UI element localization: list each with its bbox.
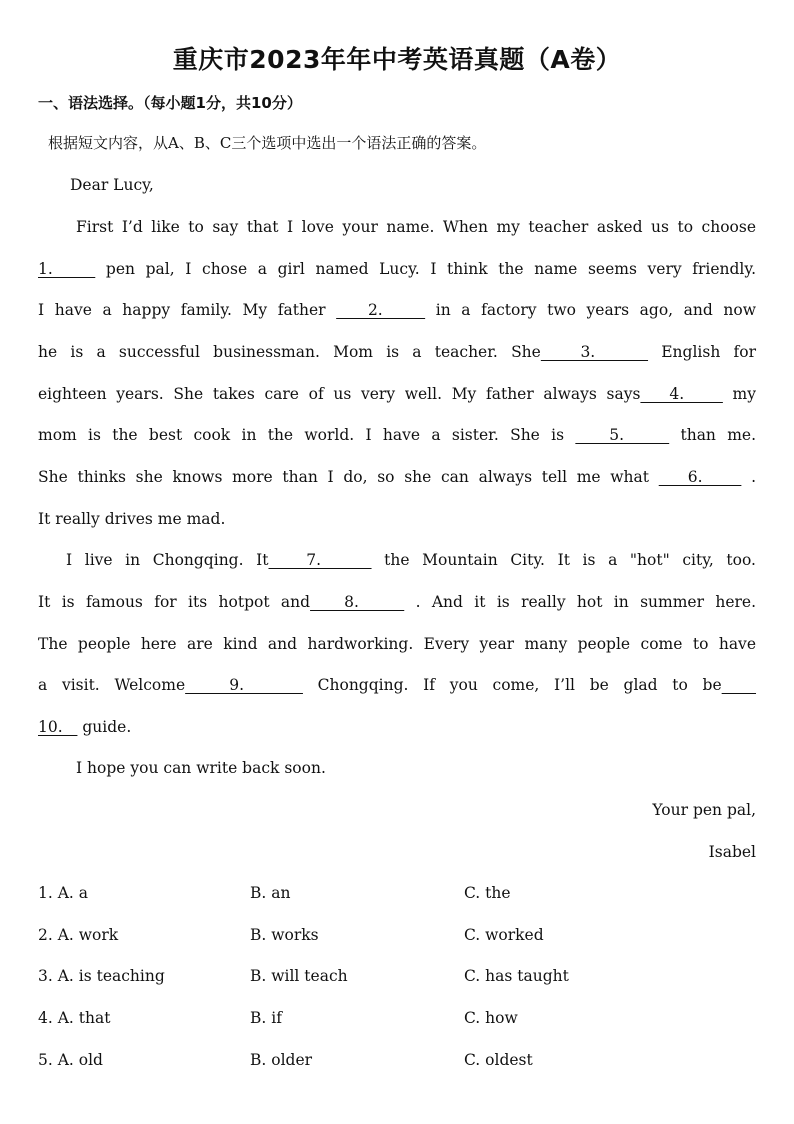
answer-blank (722, 676, 756, 694)
option-row (38, 1005, 756, 1031)
option-b: B. will teach (250, 967, 348, 985)
answer-blank: 5. (575, 426, 670, 444)
letter-line (38, 422, 756, 448)
letter-signoff: Your pen pal, (652, 801, 756, 819)
option-c: C. has taught (464, 967, 569, 985)
letter-text: eighteen years. She takes care of us very well. My father always says (38, 385, 641, 403)
option-a: 1. A. a (38, 884, 89, 902)
letter-text: than me. (669, 426, 757, 444)
option-a: 4. A. that (38, 1009, 111, 1027)
letter-line (76, 214, 756, 240)
answer-blank: 2. (336, 301, 426, 319)
letter-greeting: Dear Lucy, (70, 176, 154, 194)
letter-text: . And it is really hot in summer here. (404, 593, 757, 611)
option-a: 5. A. old (38, 1051, 103, 1069)
letter-text: he is a successful businessman. Mom is a teacher. She (38, 343, 541, 361)
letter-signature: Isabel (708, 843, 756, 861)
section-heading: 一、语法选择。（每小题1分，共10分） (38, 94, 302, 112)
letter-text: . (741, 468, 756, 486)
letter-closing: I hope you can write back soon. (76, 759, 326, 777)
option-c: C. worked (464, 926, 544, 944)
option-a: 3. A. is teaching (38, 967, 165, 985)
letter-text: I live in Chongqing. It (66, 551, 269, 569)
letter-text: a visit. Welcome (38, 676, 186, 694)
letter-line (38, 589, 756, 615)
answer-blank: 3. (540, 343, 649, 361)
answer-blank: 7. (268, 551, 372, 569)
letter-line (38, 714, 756, 740)
instruction-text: 根据短文内容，从A、B、C三个选项中选出一个语法正确的答案。 (48, 134, 487, 152)
option-b: B. older (250, 1051, 313, 1069)
letter-line (38, 256, 756, 282)
letter-text: the Mountain City. It is a "hot" city, too. (371, 551, 756, 569)
option-c: C. how (464, 1009, 518, 1027)
letter-text: It really drives me mad. (38, 510, 226, 528)
letter-text: First I’d like to say that I love your name. When my teacher asked us to choose (76, 218, 756, 236)
letter-text: It is famous for its hotpot and (38, 593, 311, 611)
answer-blank: 4. (640, 385, 723, 403)
option-c: C. oldest (464, 1051, 533, 1069)
letter-text: The people here are kind and hardworking. Every year many people come to have (38, 635, 756, 653)
option-row (38, 880, 756, 906)
letter-text: guide. (77, 718, 132, 736)
answer-blank: 9. (185, 676, 303, 694)
option-b: B. if (250, 1009, 282, 1027)
letter-text: in a factory two years ago, and now (425, 301, 757, 319)
answer-blank: 8. (310, 593, 405, 611)
page-title: 重庆市2023年年中考英语真题（A卷） (172, 45, 622, 74)
answer-blank: 1. (38, 260, 96, 278)
letter-line (38, 672, 756, 698)
letter-line (38, 339, 756, 365)
option-a: 2. A. work (38, 926, 119, 944)
letter-text: She thinks she knows more than I do, so she can always tell me what (38, 468, 659, 486)
letter-text: English for (648, 343, 756, 361)
letter-line (66, 547, 756, 573)
letter-line (38, 506, 756, 532)
letter-text: mom is the best cook in the world. I have a sister. She is (38, 426, 576, 444)
option-row (38, 922, 756, 948)
letter-text: my (722, 385, 756, 403)
letter-text: pen pal, I chose a girl named Lucy. I think the name seems very friendly. (95, 260, 756, 278)
letter-text: Chongqing. If you come, I’ll be glad to be (302, 676, 722, 694)
letter-line (38, 631, 756, 657)
answer-blank: 10. (38, 718, 78, 736)
option-b: B. works (250, 926, 319, 944)
option-row (38, 963, 756, 989)
option-b: B. an (250, 884, 291, 902)
letter-line (38, 464, 756, 490)
answer-blank: 6. (658, 468, 742, 486)
letter-line (38, 381, 756, 407)
option-row (38, 1047, 756, 1073)
letter-text: I have a happy family. My father (38, 301, 337, 319)
option-c: C. the (464, 884, 511, 902)
letter-line (38, 297, 756, 323)
